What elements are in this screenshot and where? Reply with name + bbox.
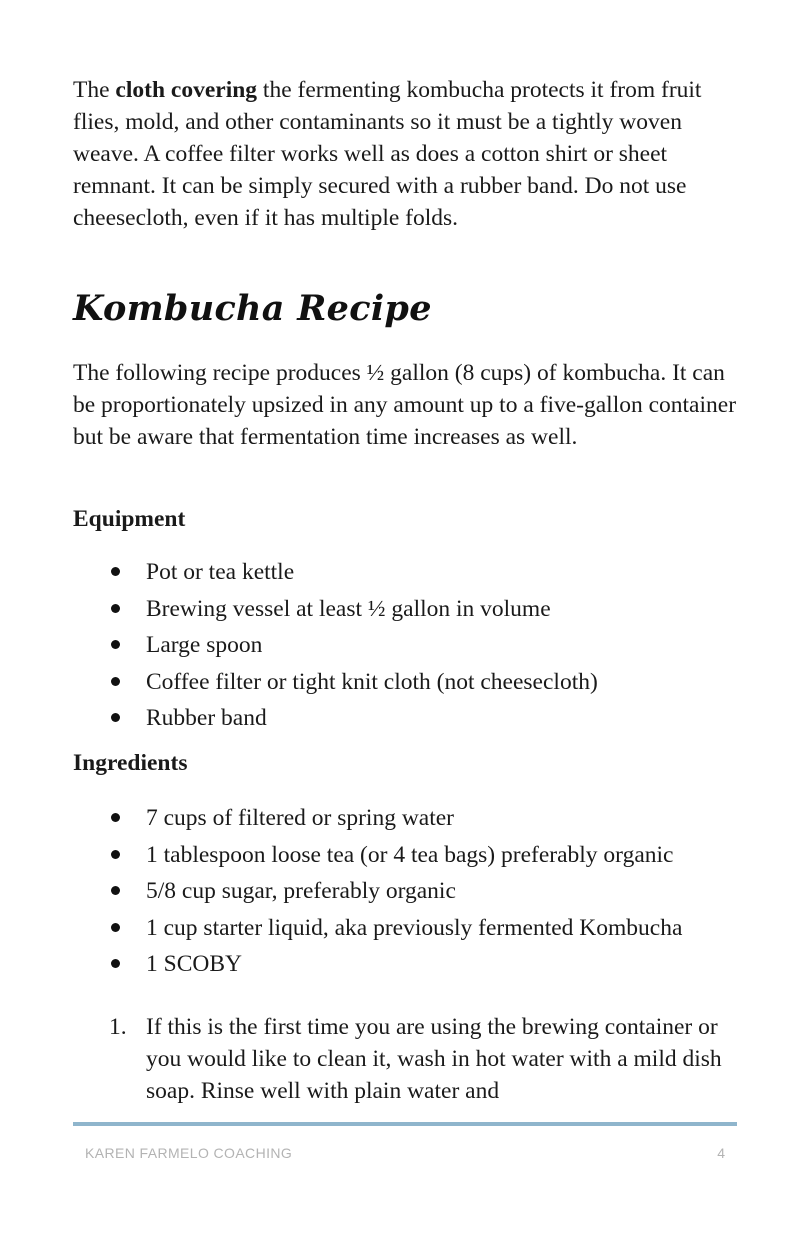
list-item — [73, 800, 737, 837]
list-item-text: 7 cups of filtered or spring water — [146, 805, 455, 831]
ingredients-list — [73, 800, 737, 983]
intro-lead: The — [73, 77, 116, 103]
footer-divider — [73, 1122, 737, 1126]
list-item — [73, 700, 737, 737]
step-number: 1. — [109, 1014, 127, 1040]
bullet-icon — [111, 813, 120, 822]
equipment-heading: Equipment — [73, 506, 186, 532]
bullet-icon — [111, 567, 120, 576]
list-item-text: 1 cup starter liquid, aka previously fermented Kombucha — [146, 914, 683, 941]
intro-body: the fermenting kombucha protects it from fruit flies, mold, and other contaminants so it must be a tightly woven weave. A coffee filter works well as does a cotton shirt or sheet remnant. It can be simply secured with a rubber band. Do not use cheesecloth, even if it has multiple folds. — [73, 77, 702, 231]
list-item-text: Coffee filter or tight knit cloth (not cheesecloth) — [146, 668, 598, 695]
step-text: If this is the first time you are using the brewing container or you would like to clean it, wash in hot water with a mild dish soap. Rinse well with plain water and — [146, 1014, 722, 1104]
bullet-icon — [111, 604, 120, 613]
recipe-intro-paragraph: The following recipe produces ½ gallon (8 cups) of kombucha. It can be proportionately upsized in any amount up to a five-gallon container but be aware that fermentation time increases as well. — [73, 360, 737, 450]
list-item — [73, 837, 737, 874]
list-item — [73, 946, 737, 983]
list-item — [73, 664, 737, 701]
list-item-text: Rubber band — [146, 705, 267, 731]
list-item-text: Pot or tea kettle — [146, 559, 295, 585]
list-item — [73, 873, 737, 910]
intro-paragraph — [73, 74, 737, 234]
footer-brand: KAREN FARMELO COACHING — [85, 1145, 293, 1161]
section-title: Kombucha Recipe — [73, 288, 432, 329]
list-item — [73, 591, 737, 628]
list-item-text: 5/8 cup sugar, preferably organic — [146, 878, 456, 904]
bullet-icon — [111, 923, 120, 932]
bullet-icon — [111, 850, 120, 859]
page-number: 4 — [717, 1145, 725, 1161]
instruction-steps — [73, 1011, 737, 1107]
list-item — [73, 627, 737, 664]
document-page — [73, 0, 737, 1241]
intro-bold-term: cloth covering — [115, 77, 258, 103]
list-item-text: 1 tablespoon loose tea (or 4 tea bags) preferably organic — [146, 841, 674, 868]
bullet-icon — [111, 713, 120, 722]
bullet-icon — [111, 677, 120, 686]
equipment-list — [73, 554, 737, 737]
list-item-text: 1 SCOBY — [146, 951, 242, 977]
bullet-icon — [111, 640, 120, 649]
list-item — [73, 910, 737, 947]
bullet-icon — [111, 959, 120, 968]
list-item-text: Brewing vessel at least ½ gallon in volume — [146, 595, 551, 622]
list-item — [73, 554, 737, 591]
list-item-text: Large spoon — [146, 632, 263, 658]
step-item — [73, 1011, 737, 1107]
bullet-icon — [111, 886, 120, 895]
ingredients-heading: Ingredients — [73, 750, 188, 776]
